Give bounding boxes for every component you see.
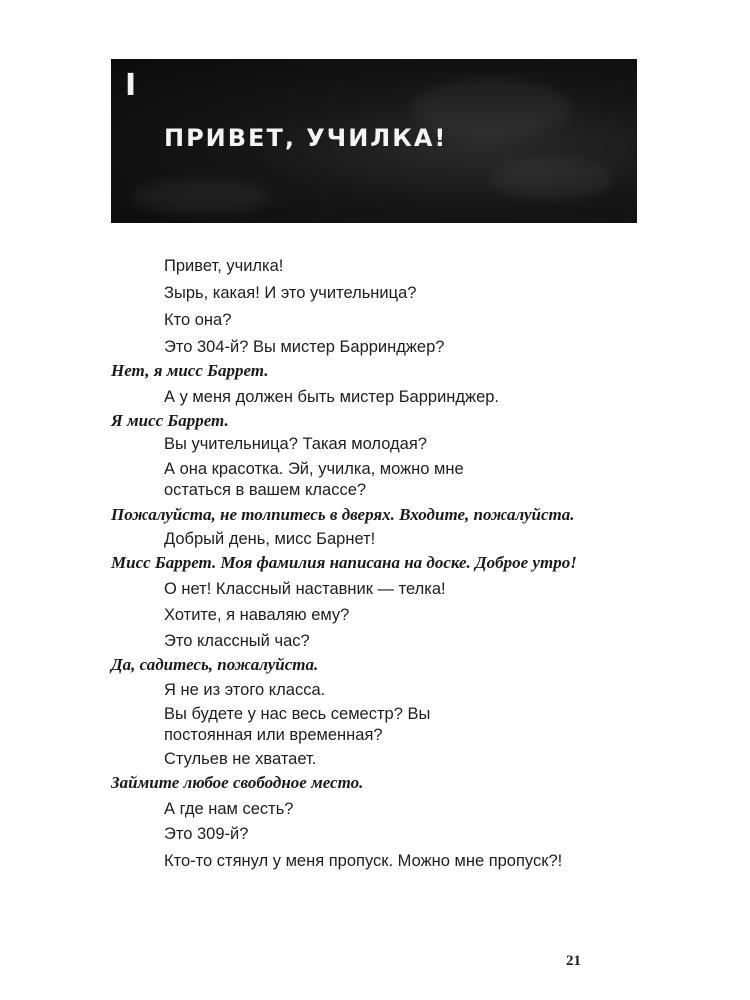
- dialogue-line-student: Кто она?: [164, 311, 232, 329]
- dialogue-line-student: Стульев не хватает.: [164, 750, 317, 768]
- dialogue-line-student: Вы будете у нас весь семестр? Вы постоянная или временная?: [164, 705, 431, 744]
- dialogue-line-teacher: Пожалуйста, не толпитесь в дверях. Входите, пожалуйста.: [111, 505, 575, 524]
- dialogue-line-student: Вы учительница? Такая молодая?: [164, 435, 427, 453]
- dialogue-line-student: Это 304-й? Вы мистер Барринджер?: [164, 338, 445, 356]
- dialogue-line-student: Это классный час?: [164, 632, 310, 650]
- dialogue-line-student: Хотите, я наваляю ему?: [164, 606, 350, 624]
- dialogue-line-student: Это 309-й?: [164, 825, 249, 843]
- chalk-smudge: [131, 179, 271, 214]
- chapter-number: I: [125, 68, 137, 103]
- dialogue-line-student: Зырь, какая! И это учительница?: [164, 284, 417, 302]
- dialogue-line-teacher: Да, садитесь, пожалуйста.: [111, 655, 319, 674]
- dialogue-line-student: Я не из этого класса.: [164, 681, 326, 699]
- dialogue-line-student: Привет, училка!: [164, 257, 284, 275]
- chapter-banner: [111, 59, 637, 223]
- dialogue-line-teacher: Нет, я мисс Баррет.: [111, 361, 269, 380]
- dialogue-line-student: А где нам сесть?: [164, 800, 294, 818]
- chalk-smudge: [491, 159, 611, 199]
- dialogue-line-student: А она красотка. Эй, училка, можно мне остаться в вашем классе?: [164, 460, 464, 499]
- dialogue-line-teacher: Мисс Баррет. Моя фамилия написана на доске. Доброе утро!: [111, 553, 577, 572]
- page-number: 21: [566, 953, 581, 969]
- dialogue-line-teacher: Я мисс Баррет.: [111, 411, 229, 430]
- dialogue-line-student: Добрый день, мисс Барнет!: [164, 530, 376, 548]
- dialogue-line-student: О нет! Классный наставник — телка!: [164, 580, 446, 598]
- dialogue-line-teacher: Займите любое свободное место.: [111, 773, 364, 792]
- chapter-title: ПРИВЕТ, УЧИЛКА!: [164, 124, 448, 152]
- dialogue-line-student: А у меня должен быть мистер Барринджер.: [164, 388, 500, 406]
- dialogue-line-student: Кто-то стянул у меня пропуск. Можно мне пропуск?!: [164, 852, 563, 870]
